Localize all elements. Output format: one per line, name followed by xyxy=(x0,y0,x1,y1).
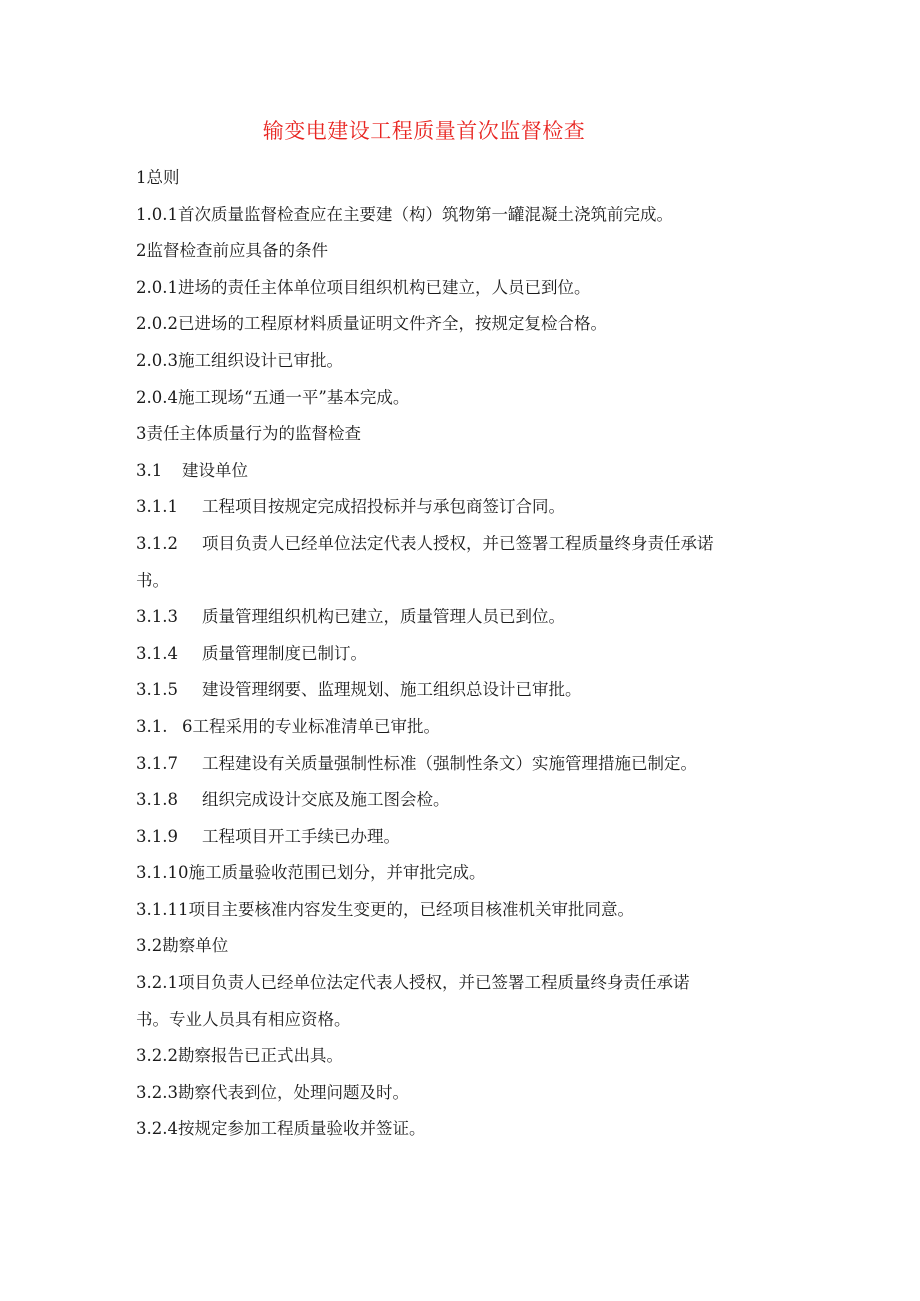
clause-number: 3.1.9 xyxy=(136,826,178,846)
clause-text: 建设单位 xyxy=(182,460,248,480)
document-line xyxy=(136,343,796,380)
clause-text: 工程项目开工手续已办理。 xyxy=(202,826,400,846)
clause-text: 组织完成设计交底及施工图会检。 xyxy=(202,790,450,810)
clause-text: 施工现场“五通一平”基本完成。 xyxy=(177,387,410,407)
clause-text: 工程项目按规定完成招投标并与承包商签订合同。 xyxy=(202,497,565,517)
clause-number: 3.1.10 xyxy=(136,863,189,883)
clause-number: 3.1.5 xyxy=(136,680,178,700)
clause-text: 责任主体质量行为的监督检查 xyxy=(146,424,361,444)
document-line xyxy=(136,1038,796,1075)
clause-number: 3.2.1 xyxy=(136,973,178,993)
clause-number: 2 xyxy=(136,241,147,261)
clause-number: 3.1.7 xyxy=(136,753,178,773)
clause-text: 建设管理纲要、监理规划、施工组织总设计已审批。 xyxy=(202,680,582,700)
clause-number: 3.1. xyxy=(136,716,168,736)
clause-text: 勘察代表到位，处理问题及时。 xyxy=(177,1082,409,1102)
document-body xyxy=(136,160,796,1148)
clause-text: 施工组织设计已审批。 xyxy=(177,350,343,370)
clause-number: 3.2.3 xyxy=(136,1082,178,1102)
document-line xyxy=(136,1111,796,1148)
document-line xyxy=(136,709,796,746)
clause-number: 2.0.4 xyxy=(136,387,178,407)
clause-text: 工程建设有关质量强制性标准（强制性条文）实施管理措施已制定。 xyxy=(202,753,697,773)
clause-text: 首次质量监督检查应在主要建（构）筑物第一罐混凝土浇筑前完成。 xyxy=(177,204,673,224)
clause-text: 项目主要核准内容发生变更的，已经项目核准机关审批同意。 xyxy=(188,899,634,919)
document-line xyxy=(136,1075,796,1112)
clause-number: 2.0.1 xyxy=(136,277,178,297)
clause-text: 已进场的工程原材料质量证明文件齐全，按规定复检合格。 xyxy=(177,314,607,334)
clause-text: 勘察单位 xyxy=(162,936,229,956)
document-line xyxy=(136,197,796,234)
clause-text: 总则 xyxy=(146,168,180,187)
clause-text: 进场的责任主体单位项目组织机构已建立，人员已到位。 xyxy=(177,277,591,297)
document-line xyxy=(136,892,796,929)
clause-text: 项目负责人已经单位法定代表人授权，并已签署工程质量终身责任承诺 xyxy=(177,973,690,993)
clause-text: 6工程采用的专业标准清单已审批。 xyxy=(182,716,440,736)
clause-text: 质量管理组织机构已建立，质量管理人员已到位。 xyxy=(202,607,565,627)
clause-number: 3.2.2 xyxy=(136,1046,178,1066)
clause-number: 1.0.1 xyxy=(136,204,178,224)
clause-number: 3.1.1 xyxy=(136,497,178,517)
clause-continuation: 书。专业人员具有相应资格。 xyxy=(136,1009,351,1029)
document-line xyxy=(136,160,796,197)
document-line xyxy=(136,636,796,673)
clause-number: 3.1.2 xyxy=(136,533,178,553)
document-line xyxy=(136,746,796,783)
document-line xyxy=(136,453,796,490)
document-line xyxy=(136,672,796,709)
clause-text: 项目负责人已经单位法定代表人授权，并已签署工程质量终身责任承诺 xyxy=(202,533,714,553)
document-line xyxy=(136,819,796,856)
document-line xyxy=(136,855,796,892)
clause-text: 按规定参加工程质量验收并签证。 xyxy=(177,1119,426,1139)
document-line xyxy=(136,489,796,526)
document-line xyxy=(136,306,796,343)
document-line xyxy=(136,782,796,819)
document-line xyxy=(136,526,796,599)
clause-number: 3.2.4 xyxy=(136,1119,178,1139)
clause-number: 3.1.11 xyxy=(136,899,189,919)
clause-number: 3.1 xyxy=(136,460,163,480)
clause-number: 1 xyxy=(136,168,147,187)
clause-text: 监督检查前应具备的条件 xyxy=(146,241,328,261)
document-line xyxy=(136,233,796,270)
clause-continuation: 书。 xyxy=(136,570,169,590)
document-line xyxy=(136,416,796,453)
document-line xyxy=(136,965,796,1038)
document-line xyxy=(136,380,796,417)
clause-number: 3.1.3 xyxy=(136,607,178,627)
clause-number: 2.0.3 xyxy=(136,350,178,370)
document-line xyxy=(136,270,796,307)
clause-number: 2.0.2 xyxy=(136,314,178,334)
clause-number: 3 xyxy=(136,424,147,444)
document-line xyxy=(136,599,796,636)
clause-text: 质量管理制度已制订。 xyxy=(202,643,367,663)
clause-text: 施工质量验收范围已划分，并审批完成。 xyxy=(188,863,486,883)
clause-number: 3.1.4 xyxy=(136,643,178,663)
document-title: 输变电建设工程质量首次监督检查 xyxy=(262,119,586,143)
clause-number: 3.1.8 xyxy=(136,790,178,810)
clause-number: 3.2 xyxy=(136,936,163,956)
clause-text: 勘察报告已正式出具。 xyxy=(177,1046,343,1066)
document-line xyxy=(136,928,796,965)
